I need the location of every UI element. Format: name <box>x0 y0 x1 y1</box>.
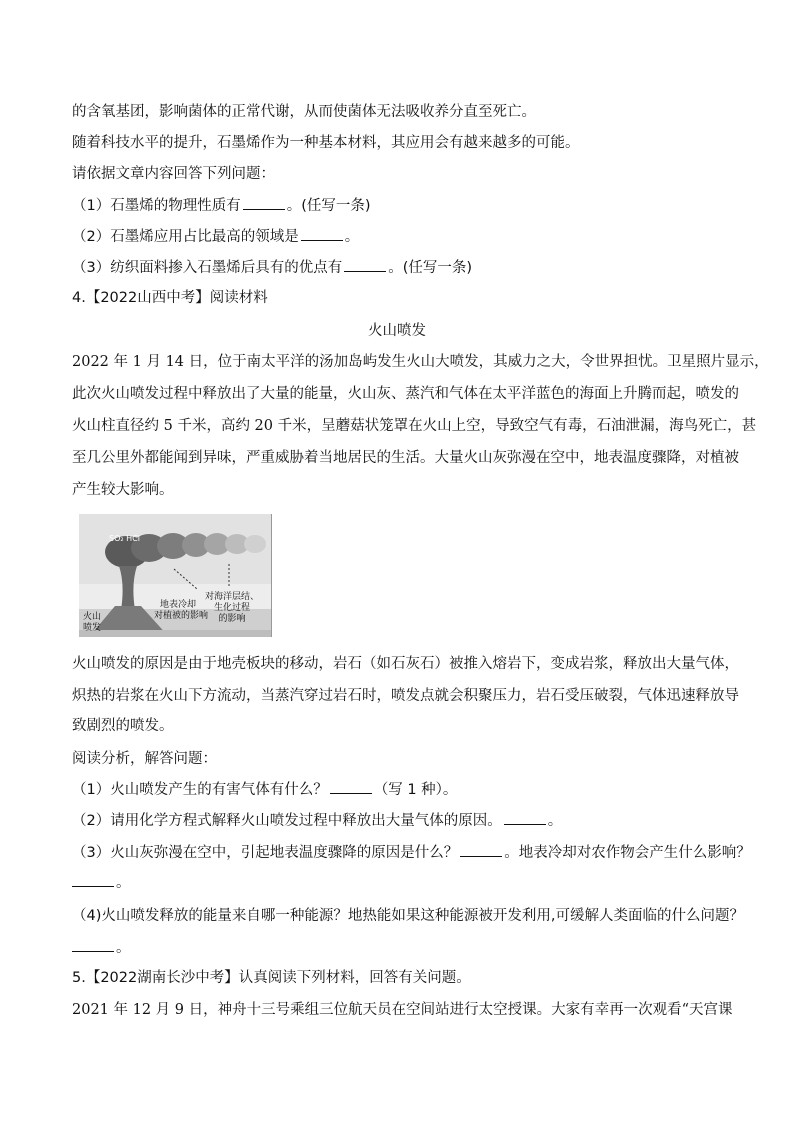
question-item <box>72 810 562 831</box>
question-item <box>72 906 744 926</box>
paragraph-line: 致剧烈的喷发。 <box>72 718 174 734</box>
question-text: （2）请用化学方程式解释火山喷发过程中释放出大量气体的原因。 <box>72 813 502 829</box>
question-heading: 4.【2022山西中考】阅读材料 <box>72 290 268 306</box>
answer-blank[interactable] <box>301 226 343 241</box>
question-text: （1）石墨烯的物理性质有 <box>72 198 241 214</box>
question-text: （3）纺织面料掺入石墨烯后具有的优点有 <box>72 260 343 276</box>
answer-blank[interactable] <box>330 779 372 794</box>
volcano-figure <box>79 514 272 637</box>
question-item <box>72 779 457 800</box>
answer-blank[interactable] <box>460 842 502 857</box>
prompt-text: 阅读分析，解答问题： <box>72 751 217 767</box>
question-text: （3）火山灰弥漫在空中，引起地表温度骤降的原因是什么？ <box>72 845 459 861</box>
paragraph-line: 产生较大影响。 <box>72 482 174 498</box>
paragraph-line: 的含氧基团，影响菌体的正常代谢，从而使菌体无法吸收养分直至死亡。 <box>72 104 536 120</box>
question-suffix: 。(任写一条) <box>388 260 473 276</box>
answer-blank[interactable] <box>504 810 546 825</box>
question-suffix: 。 <box>344 229 360 245</box>
question-suffix: 。 <box>116 875 131 891</box>
question-item <box>72 257 472 278</box>
paragraph-line: 2022 年 1 月 14 日，位于南太平洋的汤加岛屿发生火山大喷发，其威力之大，令世界担忧。卫星照片显示， <box>72 354 769 370</box>
question-item <box>72 842 751 863</box>
figure-label-middle: 地表冷却 对植被的影响 <box>154 600 209 621</box>
question-text: （2）石墨烯应用占比最高的领域是 <box>72 229 299 245</box>
question-heading: 5.【2022湖南长沙中考】认真阅读下列材料，回答有关问题。 <box>72 970 471 986</box>
question-suffix: 。地表冷却对农作物会产生什么影响？ <box>504 845 751 861</box>
paragraph-line: 此次火山喷发过程中释放出了大量的能量，火山灰、蒸汽和气体在太平洋蓝色的海面上升腾而起，喷发的 <box>72 386 739 402</box>
question-continuation <box>72 872 131 893</box>
question-text: （1）火山喷发产生的有害气体有什么？ <box>72 782 328 798</box>
answer-blank[interactable] <box>243 195 285 210</box>
figure-label-left: 火山 喷发 <box>83 612 102 633</box>
paragraph-line: 炽热的岩浆在火山下方流动，当蒸汽穿过岩石时，喷发点就会积聚压力，岩石受压破裂，气体迅速释放导 <box>72 688 739 704</box>
article-title: 火山喷发 <box>368 323 426 339</box>
question-text: （4)火山喷发释放的能量来自哪一种能源？地热能如果这种能源被开发利用,可缓解人类面临的什么问题？ <box>72 908 744 924</box>
question-suffix: 。 <box>116 940 131 956</box>
gas-label: SO₂ HCl <box>109 534 140 543</box>
question-item <box>72 195 371 216</box>
question-suffix: 。 <box>547 813 563 829</box>
paragraph-line: 随着科技水平的提升，石墨烯作为一种基本材料，其应用会有越来越多的可能。 <box>72 135 580 151</box>
paragraph-line: 火山柱直径约 5 千米，高约 20 千米，呈蘑菇状笼罩在火山上空，导致空气有毒，石油泄漏，海鸟死亡，甚 <box>72 418 757 434</box>
question-item <box>72 226 359 247</box>
question-continuation <box>72 937 131 958</box>
question-suffix: （写 1 种）。 <box>373 782 458 798</box>
paragraph-line: 至几公里外都能闻到异味，严重威胁着当地居民的生活。大量火山灰弥漫在空中，地表温度骤降，对植被 <box>72 450 739 466</box>
answer-blank[interactable] <box>72 872 114 887</box>
answer-blank[interactable] <box>72 937 114 952</box>
paragraph-line: 2021 年 12 月 9 日，神舟十三号乘组三位航天员在空间站进行太空授课。大家有幸再一次观看“天宫课 <box>72 1002 733 1018</box>
paragraph-line: 火山喷发的原因是由于地壳板块的移动，岩石（如石灰石）被推入熔岩下，变成岩浆，释放出大量气体， <box>72 656 739 672</box>
answer-blank[interactable] <box>344 257 386 272</box>
paragraph-line: 请依据文章内容回答下列问题： <box>72 166 275 182</box>
question-suffix: 。(任写一条) <box>286 198 371 214</box>
figure-label-right: 对海洋层结、 生化过程 的影响 <box>205 592 260 624</box>
